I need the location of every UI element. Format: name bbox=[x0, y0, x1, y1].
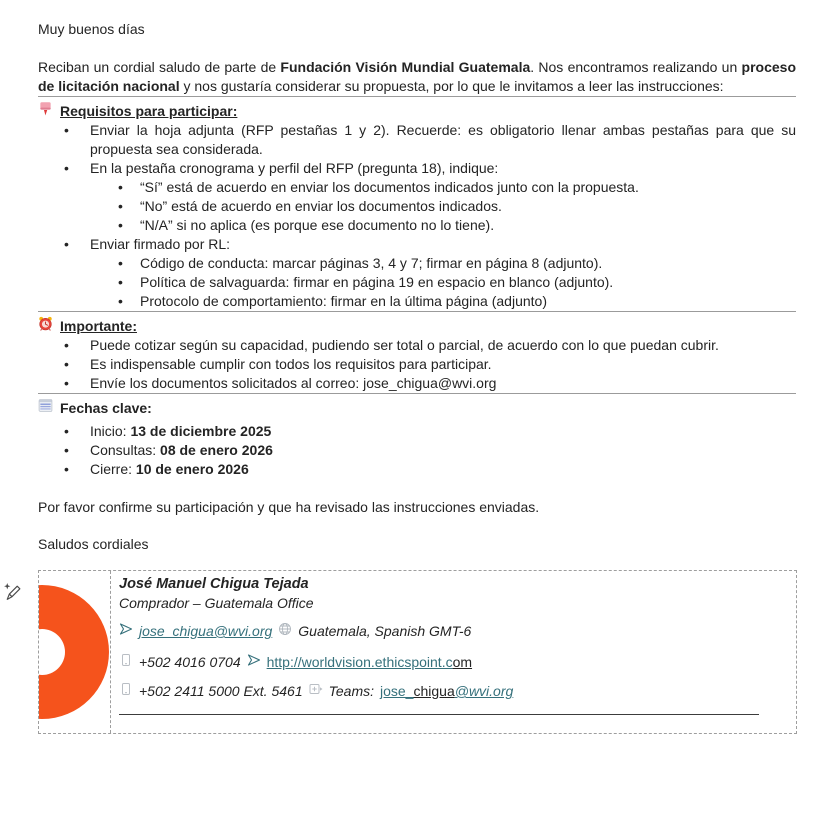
globe-icon bbox=[278, 622, 292, 641]
requisitos-heading bbox=[38, 101, 796, 121]
teams-link-wrap bbox=[380, 682, 513, 701]
send-icon bbox=[247, 653, 261, 672]
list-item: • Enviar la hoja adjunta (RFP pestañas 1 y 2). Recuerde: es obligatorio llenar ambas pestañas para que su propuesta sea considerada. bbox=[38, 121, 796, 159]
list-item bbox=[38, 441, 796, 460]
fecha-label: Consultas: bbox=[90, 442, 161, 458]
signoff-text: Saludos cordiales bbox=[38, 536, 149, 552]
intro-paragraph bbox=[38, 58, 796, 96]
signature-logo-cell bbox=[39, 571, 111, 733]
intro-org-name: Fundación Visión Mundial Guatemala bbox=[280, 59, 531, 75]
list-item: • Enviar firmado por RL: bbox=[38, 235, 796, 254]
importante-list bbox=[38, 336, 796, 393]
list-item: • Puede cotizar según su capacidad, pudiendo ser total o parcial, de acuerdo con lo que puedan cubrir. bbox=[38, 336, 796, 355]
list-item bbox=[38, 422, 796, 441]
intro-part2: . Nos encontramos realizando un bbox=[530, 59, 742, 75]
signature-phone-row bbox=[119, 653, 790, 672]
desk-phone-icon bbox=[119, 682, 133, 701]
separator-line bbox=[38, 311, 796, 312]
teams-link-part2[interactable]: chigua bbox=[413, 683, 455, 699]
fecha-value: 10 de enero 2026 bbox=[135, 461, 249, 477]
email-link[interactable]: jose_chigua@wvi.org bbox=[139, 623, 273, 639]
fecha-value: 13 de diciembre 2025 bbox=[130, 423, 272, 439]
fechas-title: Fechas clave: bbox=[60, 399, 152, 416]
teams-link-part3[interactable]: @wvi.org bbox=[454, 683, 514, 699]
fechas-heading bbox=[38, 398, 796, 418]
requisitos-list bbox=[38, 121, 796, 311]
list-item: • Política de salvaguarda: firmar en página 19 en espacio en blanco (adjunto). bbox=[38, 273, 796, 292]
dialpad-add-icon bbox=[309, 682, 323, 701]
signature-role: Comprador – Guatemala Office bbox=[119, 595, 314, 611]
signature-office-row bbox=[119, 682, 790, 701]
fecha-value: 08 de enero 2026 bbox=[160, 442, 273, 458]
closing-text: Por favor confirme su participación y que ha revisado las instrucciones enviadas. bbox=[38, 499, 540, 515]
pen-sparkle-icon[interactable] bbox=[2, 582, 23, 603]
requisitos-title: Requisitos para participar: bbox=[60, 102, 238, 119]
world-vision-logo bbox=[39, 585, 109, 719]
importante-title: Importante: bbox=[60, 317, 137, 334]
separator-line bbox=[38, 96, 796, 97]
signature-email-row bbox=[119, 622, 790, 641]
alarm-clock-icon bbox=[38, 316, 53, 336]
send-icon bbox=[119, 622, 133, 641]
list-item: • Envíe los documentos solicitados al correo: jose_chigua@wvi.org bbox=[38, 374, 796, 393]
signature-text-cell bbox=[111, 571, 796, 733]
phone-office-number: +502 2411 5000 Ext. 5461 bbox=[139, 683, 303, 699]
phone-mobile-number: +502 4016 0704 bbox=[139, 654, 241, 670]
list-item bbox=[38, 460, 796, 479]
list-item: • Es indispensable cumplir con todos los requisitos para participar. bbox=[38, 355, 796, 374]
fechas-list bbox=[38, 422, 796, 479]
list-item: • Código de conducta: marcar páginas 3, 4 y 7; firmar en página 8 (adjunto). bbox=[38, 254, 796, 273]
list-item: • Protocolo de comportamiento: firmar en la última página (adjunto) bbox=[38, 292, 796, 311]
intro-process-name: proceso de licitación nacional bbox=[38, 59, 796, 94]
fecha-label: Cierre: bbox=[90, 461, 136, 477]
calendar-icon bbox=[38, 398, 53, 418]
signature-divider-line bbox=[119, 714, 759, 715]
signature-name: José Manuel Chigua Tejada bbox=[119, 576, 309, 592]
mobile-phone-icon bbox=[119, 653, 133, 672]
signature-card bbox=[38, 570, 797, 734]
importante-heading bbox=[38, 316, 796, 336]
signature-location: Guatemala, Spanish GMT-6 bbox=[298, 623, 472, 639]
ethicspoint-link-wrap bbox=[267, 653, 472, 672]
greeting-text: Muy buenos días bbox=[38, 21, 145, 37]
teams-label: Teams: bbox=[328, 683, 374, 699]
teams-link-part1[interactable]: jose_ bbox=[380, 683, 414, 699]
pushpin-icon bbox=[38, 101, 53, 121]
fecha-label: Inicio: bbox=[90, 423, 131, 439]
list-item: • “N/A” si no aplica (es porque ese documento no lo tiene). bbox=[38, 216, 796, 235]
ethicspoint-link[interactable]: http://worldvision.ethicspoint.c bbox=[266, 654, 453, 670]
list-item: • En la pestaña cronograma y perfil del RFP (pregunta 18), indique: bbox=[38, 159, 796, 178]
list-item: • “Sí” está de acuerdo en enviar los documentos indicados junto con la propuesta. bbox=[38, 178, 796, 197]
intro-part3: y nos gustaría considerar su propuesta, por lo que le invitamos a leer las instrucciones: bbox=[179, 78, 724, 94]
ethicspoint-link-suffix[interactable]: om bbox=[452, 654, 473, 670]
intro-part1: Reciban un cordial saludo de parte de bbox=[38, 59, 281, 75]
list-item: • “No” está de acuerdo en enviar los documentos indicados. bbox=[38, 197, 796, 216]
separator-line bbox=[38, 393, 796, 394]
